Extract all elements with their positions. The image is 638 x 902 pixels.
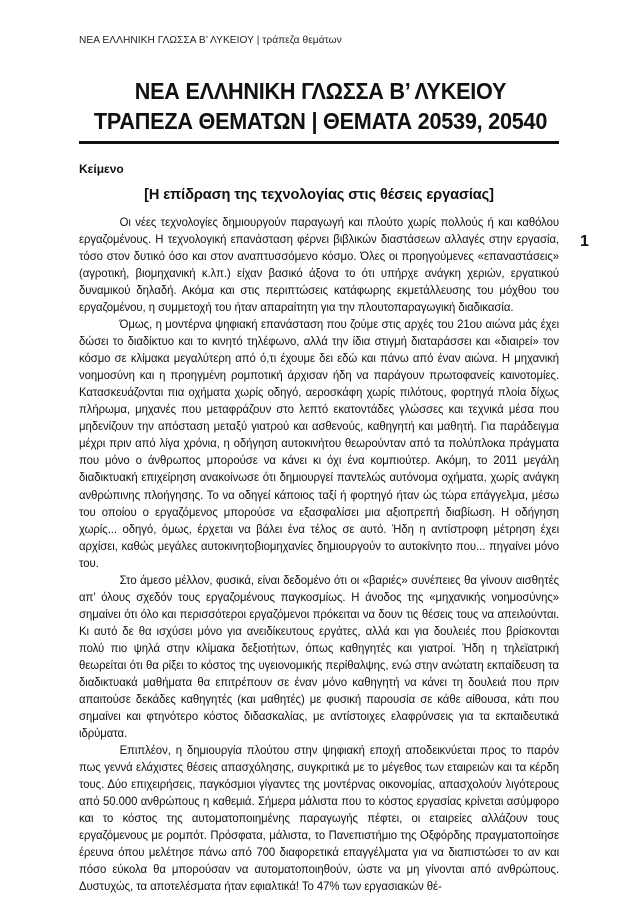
document-title-line-2: ΤΡΑΠΕΖΑ ΘΕΜΑΤΩΝ | ΘΕΜΑΤΑ 20539, 20540	[93, 108, 548, 134]
body-text	[79, 214, 559, 895]
paragraph: Στο άμεσο μέλλον, φυσικά, είναι δεδομένο ότι οι «βαριές» συνέπειες θα γίνουν αισθητές απ’ όλους σχεδόν τους εργαζομένους παγκοσμίως. Η άνοδος της «μηχανικής νοημοσύνης» σημαίνει ότι όλο και περισσότεροι εργαζόμενοι πρόκειται να δουν τις θέσεις τους να απειλούνται. Κι αυτό δε θα ισχύσει μόνο για ανειδίκευτους εργάτες, αλλά και για δουλειές που βρίσκονται πολύ πιο ψηλά στην κλίμακα δεξιοτήτων, όπως καθηγητές και γιατροί. Ήδη η τηλεϊατρική θεωρείται ότι θα ρίξει το κόστος της υγειονομικής περίθαλψης, ενώ στην ανώτατη εκπαίδευση τα διαδικτυακά μαθήματα θα επιτρέπουν σε έναν μόνο καθηγητή να κάνει τη δουλειά που πριν απαιτούσε δεκάδες καθηγητές (και μαθητές) με φυσική παρουσία σε κάθε αίθουσα, κάτι που σημαίνει και φτηνότερο κόστος διδασκαλίας, με αντίστοιχες ελαφρύνσεις για τα εκπαιδευτικά ιδρύματα.	[79, 572, 560, 740]
section-label: Κείμενο	[79, 162, 124, 176]
title-divider	[79, 141, 559, 144]
running-header: ΝΕΑ ΕΛΛΗΝΙΚΗ ΓΛΩΣΣΑ Β’ ΛΥΚΕΙΟΥ | τράπεζα θεμάτων	[79, 35, 342, 46]
paragraph: Οι νέες τεχνολογίες δημιουργούν παραγωγή και πλούτο χωρίς πολλούς ή και καθόλου εργαζομένους. Η τεχνολογική επανάσταση φέρνει βιβλικών διαστάσεων αλλαγές στην εργασία, τόσο στον δυτικό όσο και στον αναπτυσσόμενο κόσμο. Όλες οι προηγούμενες «επαναστάσεις» (αγροτική, βιομηχανική κ.λπ.) είχαν βασικό άξονα το ότι υπήρχε ανάγκη χεριών, εργατικού δυναμικού δηλαδή. Ακόμα και στις περιπτώσεις κατάφωρης εκμετάλλευσης του μόχθου του εργαζομένου, η συμμετοχή του ήταν απαραίτητη για την πλουτοπαραγωγική διαδικασία.	[79, 215, 560, 315]
document-title	[93, 76, 547, 136]
document-title-line-1: ΝΕΑ ΕΛΛΗΝΙΚΗ ΓΛΩΣΣΑ Β’ ΛΥΚΕΙΟΥ	[134, 78, 507, 104]
text-title: [Η επίδραση της τεχνολογίας στις θέσεις εργασίας]	[144, 187, 494, 203]
paragraph: Επιπλέον, η δημιουργία πλούτου στην ψηφιακή εποχή αποδεικνύεται προς το παρόν πως γεννά ελάχιστες θέσεις απασχόλησης, συγκριτικά με το μέγεθος των εταιρειών και τα κέρδη τους. Δύο επιχειρήσεις, παγκόσμιοι γίγαντες της μοντέρνας οικονομίας, απασχολούν λιγότερους από 50.000 ανθρώπους η καθεμιά. Σήμερα μάλιστα που το κόστος εργασίας κρίνεται ασύμφορο και το κόστος της αυτοματοποιημένης παραγωγής πέφτει, οι εταιρείες αλλάζουν τους εργαζόμενους με ρομπότ. Πρόσφατα, μάλιστα, το Πανεπιστήμιο της Οξφόρδης πραγματοποίησε έρευνα όπου μελέτησε πάνω από 700 διαφορετικά επαγγέλματα για να διαπιστώσει το αν και πόσο εύκολα θα μπορούσαν να αυτοματοποιηθούν, ώστε να μη γίνονται από ανθρώπους. Δυστυχώς, τα αποτελέσματα ήταν εφιαλτικά! Το 47% των εργασιακών θέ-	[79, 742, 560, 894]
paragraph: Όμως, η μοντέρνα ψηφιακή επανάσταση που ζούμε στις αρχές του 21ου αιώνα μάς έχει δώσει το διαδίκτυο και το κινητό τηλέφωνο, αλλά την ίδια στιγμή διαταράσσει και «διαιρεί» τον κόσμο σε κλίμακα μεγαλύτερη από ό,τι έχουμε δει εδώ και πάνω από έναν αιώνα. Η μηχανική νοημοσύνη και η προηγμένη ρομποτική άρχισαν ήδη να παράγουν πρωτοφανείς καινοτομίες. Κατασκευάζονται πια οχήματα χωρίς οδηγό, αεροσκάφη χωρίς πιλότους, φορτηγά πλοία δίχως πλήρωμα, μηχανές που μεταφράζουν στο λεπτό εκατοντάδες γλώσσες και τεχνικά μέσα που μηδενίζουν την απόσταση μεταξύ γιατρού και ασθενούς, καθηγητή και μαθητή. Για παράδειγμα μέχρι πριν από λίγα χρόνια, η οδήγηση αυτοκινήτου θεωρούνταν από τα πολύπλοκα πράγματα που μόνο ο άνθρωπος μπορούσε να κάνει κι όχι ένα κομπιούτερ. Ακόμη, το 2011 μεγάλη διαδικτυακή επιχείρηση ανακοίνωσε ότι δημιουργεί παντελώς αυτόνομα οχήματα, χωρίς ανάγκη ανθρώπινης πλοήγησης. Το να οδηγεί κάποιος ταξί ή φορτηγό ήταν ώς τώρα επάγγελμα, μέσω του οποίου ο εργαζόμενος μπορούσε να εξασφαλίσει μια αξιοπρεπή διαβίωση. Η οδήγηση χωρίς... οδηγό, όμως, έρχεται να βάλει ένα τέλος σε αυτό. Ήδη η αντίστροφη μέτρηση έχει αρχίσει, καθώς μεγάλες αυτοκινητοβιομηχανίες δημιουργούν το αυτοκίνητο που... πηγαίνει μόνο του.	[79, 317, 560, 570]
page-number: 1	[580, 233, 589, 250]
